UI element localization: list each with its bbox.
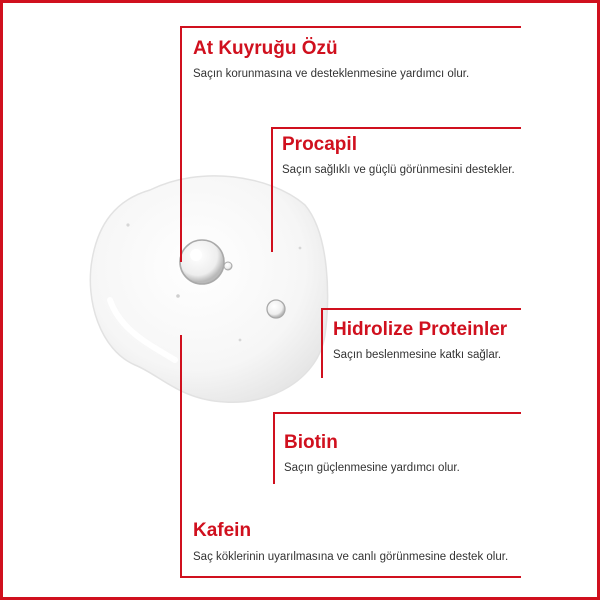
ingredient-desc-biotin: Saçın güçlenmesine yardımcı olur. xyxy=(284,462,460,474)
ingredient-desc-kafein: Saç köklerinin uyarılmasına ve canlı görünmesine destek olur. xyxy=(193,551,509,563)
ingredient-title-procapil: Procapil xyxy=(282,134,357,155)
ingredient-desc-hidrolize: Saçın beslenmesine katkı sağlar. xyxy=(333,349,502,361)
ingredient-title-biotin: Biotin xyxy=(284,432,338,453)
ingredient-desc-at-kuyrugu: Saçın korunmasına ve desteklenmesine yardımcı olur. xyxy=(193,68,470,80)
ingredient-desc-procapil: Saçın sağlıklı ve güçlü görünmesini destekler. xyxy=(282,164,515,176)
ingredient-title-kafein: Kafein xyxy=(193,520,252,541)
ingredient-title-hidrolize: Hidrolize Proteinler xyxy=(333,319,508,340)
ingredient-title-at-kuyrugu: At Kuyruğu Özü xyxy=(193,38,338,59)
